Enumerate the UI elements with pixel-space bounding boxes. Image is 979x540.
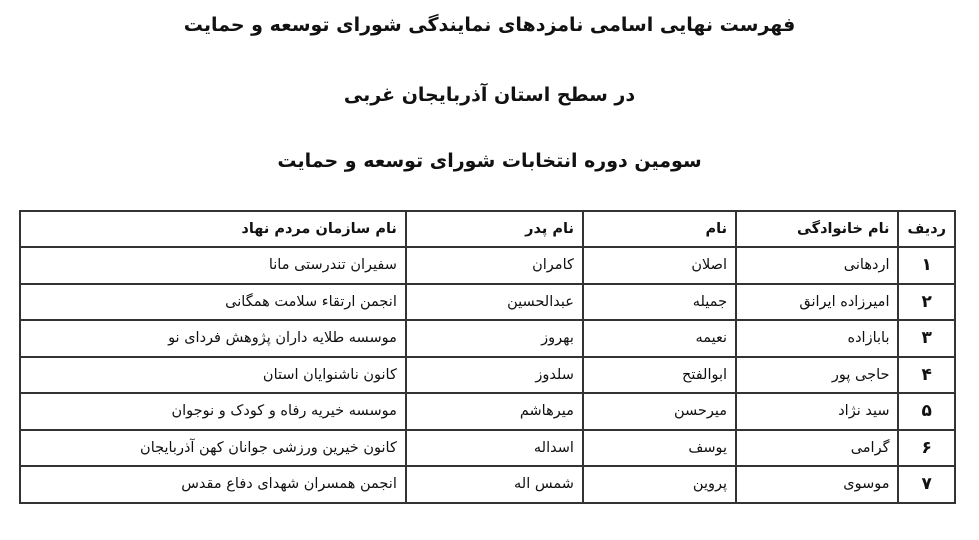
cell-organization: کانون خیرین ورزشی جوانان کهن آذربایجان	[20, 430, 406, 467]
candidates-table	[19, 210, 956, 504]
cell-organization: انجمن همسران شهدای دفاع مقدس	[20, 466, 406, 503]
cell-father-name: بهروز	[406, 320, 583, 357]
header-first-name: نام	[583, 211, 736, 247]
cell-row-number: ۵	[898, 393, 955, 430]
cell-row-number: ۴	[898, 357, 955, 394]
cell-organization: انجمن ارتقاء سلامت همگانی	[20, 284, 406, 321]
cell-first-name: جمیله	[583, 284, 736, 321]
table-header-row	[20, 211, 955, 247]
table-row	[20, 357, 955, 394]
cell-last-name: بابازاده	[736, 320, 898, 357]
cell-last-name: گرامی	[736, 430, 898, 467]
cell-first-name: میرحسن	[583, 393, 736, 430]
cell-row-number: ۳	[898, 320, 955, 357]
cell-father-name: سلدوز	[406, 357, 583, 394]
cell-last-name: حاجی پور	[736, 357, 898, 394]
cell-father-name: شمس اله	[406, 466, 583, 503]
document-subtitle-region: در سطح استان آذربایجان غربی	[343, 84, 636, 106]
cell-row-number: ۲	[898, 284, 955, 321]
cell-organization: موسسه خیریه رفاه و کودک و نوجوان	[20, 393, 406, 430]
cell-last-name: موسوی	[736, 466, 898, 503]
cell-first-name: اصلان	[583, 247, 736, 284]
cell-father-name: کامران	[406, 247, 583, 284]
cell-first-name: ابوالفتح	[583, 357, 736, 394]
header-organization: نام سازمان مردم نهاد	[20, 211, 406, 247]
table-row	[20, 393, 955, 430]
document-subtitle-election: سومین دوره انتخابات شورای توسعه و حمایت	[277, 150, 702, 172]
cell-organization: کانون ناشنوایان استان	[20, 357, 406, 394]
table-row	[20, 466, 955, 503]
table-row	[20, 430, 955, 467]
cell-last-name: سید نژاد	[736, 393, 898, 430]
header-last-name: نام خانوادگی	[736, 211, 898, 247]
header-row-number: ردیف	[898, 211, 955, 247]
cell-first-name: پروین	[583, 466, 736, 503]
cell-last-name: امیرزاده ایرانق	[736, 284, 898, 321]
header-father-name: نام پدر	[406, 211, 583, 247]
cell-row-number: ۱	[898, 247, 955, 284]
table-row	[20, 247, 955, 284]
table-row	[20, 320, 955, 357]
cell-father-name: اسداله	[406, 430, 583, 467]
cell-first-name: یوسف	[583, 430, 736, 467]
cell-organization: موسسه طلایه داران پژوهش فردای نو	[20, 320, 406, 357]
cell-row-number: ۶	[898, 430, 955, 467]
cell-first-name: نعیمه	[583, 320, 736, 357]
cell-father-name: میرهاشم	[406, 393, 583, 430]
cell-organization: سفیران تندرستی مانا	[20, 247, 406, 284]
cell-last-name: اردهانی	[736, 247, 898, 284]
table-row	[20, 284, 955, 321]
cell-father-name: عبدالحسین	[406, 284, 583, 321]
document-title: فهرست نهایی اسامی نامزدهای نمایندگی شورای توسعه و حمایت	[183, 14, 796, 36]
cell-row-number: ۷	[898, 466, 955, 503]
